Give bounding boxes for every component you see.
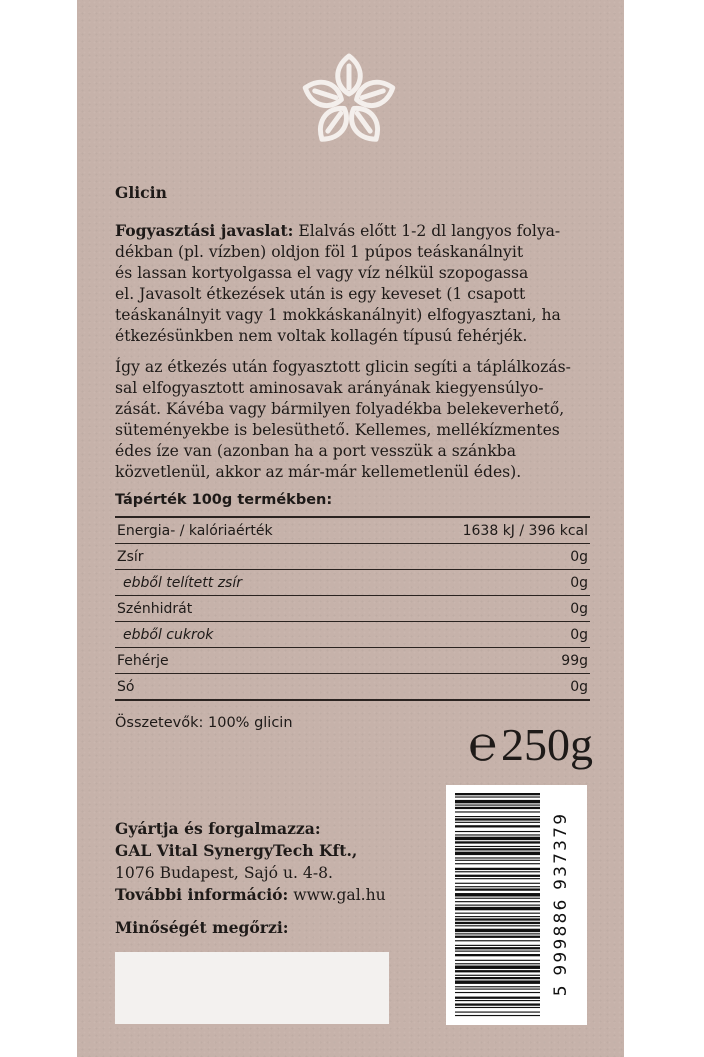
barcode-bar [455, 857, 540, 858]
barcode-bar [455, 863, 540, 864]
manufacturer-label: Gyártja és forgalmazza: [115, 819, 321, 838]
barcode-bar [455, 834, 540, 835]
nutrition-value: 0g [570, 548, 588, 565]
nutrition-label: Energia- / kalóriaérték [117, 522, 273, 539]
usage-line: étkezésünkben nem voltak kollagén típusú fehérjék. [115, 327, 528, 345]
nutrition-row-salt [115, 674, 590, 699]
barcode-bar [455, 807, 540, 809]
barcode-bar [455, 796, 540, 797]
description-line: sal elfogyasztott aminosavak arányának kiegyensúlyo- [115, 379, 544, 397]
barcode-bar [455, 933, 540, 934]
barcode-bar [455, 922, 540, 924]
description-line: Így az étkezés után fogyasztott glicin segíti a táplálkozás- [115, 358, 571, 376]
usage-paragraph [115, 220, 595, 347]
barcode-bar [455, 822, 540, 823]
barcode-bar [455, 963, 540, 964]
barcode-bar [455, 1000, 540, 1001]
barcode-bar [455, 875, 540, 877]
usage-line: dékban (pl. vízben) oldjon föl 1 púpos teáskanálnyit [115, 243, 524, 261]
barcode [446, 785, 587, 1025]
estimated-sign-icon: ℮ [468, 718, 497, 771]
barcode-bar [455, 1003, 540, 1005]
barcode-bar [455, 793, 540, 795]
manufacturer-company: GAL Vital SynergyTech Kft., [115, 841, 358, 860]
barcode-bar [455, 977, 540, 979]
description-line: édes íze van (azonban ha a port vesszük a szánkba [115, 442, 517, 460]
barcode-bars [455, 791, 540, 1017]
barcode-bar [455, 918, 540, 920]
barcode-bar [455, 947, 540, 949]
barcode-bar [455, 805, 540, 806]
nutrition-title: Tápérték 100g termékben: [115, 492, 333, 508]
nutrition-label: Fehérje [117, 652, 169, 669]
barcode-bar [455, 901, 540, 902]
barcode-bar [455, 1015, 540, 1016]
barcode-number: 5 999886 937379 [551, 811, 571, 997]
product-label [77, 0, 624, 1057]
nutrition-label: Zsír [117, 548, 144, 565]
barcode-bar [455, 986, 540, 987]
barcode-bar [455, 883, 540, 884]
nutrition-value: 99g [561, 652, 588, 669]
nutrition-label: ebből cukrok [123, 626, 214, 643]
usage-line: Fogyasztási javaslat: Elalvás előtt 1-2 dl langyos folya- [115, 221, 561, 240]
barcode-bar [455, 940, 540, 941]
barcode-bar [455, 954, 540, 956]
barcode-bar [455, 1007, 540, 1008]
barcode-bar [455, 916, 540, 917]
nutrition-row-saturated-fat [115, 570, 590, 596]
barcode-bar [455, 831, 540, 832]
info-website: www.gal.hu [288, 886, 386, 904]
barcode-bar [455, 907, 540, 910]
usage-line: és lassan kortyolgassa el vagy víz nélkül szopogassa [115, 264, 529, 282]
barcode-bar [455, 951, 540, 952]
description-line: süteményekbe is belesüthető. Kellemes, mellékízmentes [115, 421, 560, 439]
ingredients: Összetevők: 100% glicin [115, 715, 293, 731]
barcode-bar [455, 929, 540, 932]
barcode-bar [455, 818, 540, 820]
barcode-bar [455, 960, 540, 961]
nutrition-label: Só [117, 678, 135, 695]
barcode-bar [455, 886, 540, 887]
barcode-bar [455, 936, 540, 938]
nutrition-value: 1638 kJ / 396 kcal [462, 522, 588, 539]
nutrition-value: 0g [570, 600, 588, 617]
nutrition-row-energy [115, 518, 590, 544]
barcode-bar [455, 925, 540, 926]
barcode-bar [455, 852, 540, 855]
barcode-bar [455, 846, 540, 847]
flower-logo-icon [299, 52, 399, 152]
nutrition-value: 0g [570, 678, 588, 695]
barcode-bar [455, 888, 540, 890]
barcode-bar [455, 811, 540, 812]
info-label: További információ: [115, 885, 289, 904]
barcode-bar [455, 966, 540, 969]
net-weight [439, 718, 593, 772]
usage-line: el. Javasolt étkezések után is egy keveset (1 csapott [115, 285, 526, 303]
net-weight-value: 250g [501, 719, 593, 770]
barcode-bar [455, 825, 540, 827]
barcode-bar [455, 848, 540, 850]
barcode-bar [455, 1012, 540, 1013]
barcode-bar [455, 816, 540, 817]
barcode-bar [455, 970, 540, 972]
barcode-bar [455, 980, 540, 983]
nutrition-table [115, 516, 590, 701]
usage-line: teáskanálnyit vagy 1 mokkáskanálnyit) elfogyasztani, ha [115, 306, 561, 324]
product-title: Glicin [115, 183, 167, 202]
barcode-bar [455, 913, 540, 914]
barcode-bar [455, 945, 540, 946]
barcode-bar [455, 898, 540, 899]
barcode-bar [455, 841, 540, 843]
nutrition-row-carbohydrate [115, 596, 590, 622]
nutrition-value: 0g [570, 574, 588, 591]
barcode-bar [455, 868, 540, 870]
nutrition-label: ebből telített zsír [123, 574, 242, 591]
barcode-bar [455, 878, 540, 879]
usage-label: Fogyasztási javaslat: [115, 221, 294, 240]
nutrition-row-fat [115, 544, 590, 570]
barcode-bar [455, 975, 540, 976]
barcode-bar [455, 992, 540, 993]
nutrition-row-protein [115, 648, 590, 674]
manufacturer-block [115, 818, 386, 906]
nutrition-label: Szénhidrát [117, 600, 193, 617]
nutrition-row-sugars [115, 622, 590, 648]
barcode-bar [455, 871, 540, 872]
description-line: közvetlenül, akkor az már-már kellemetlenül édes). [115, 463, 522, 481]
best-before-label: Minőségét megőrzi: [115, 918, 289, 937]
nutrition-value: 0g [570, 626, 588, 643]
best-before-date-box [115, 952, 389, 1024]
manufacturer-info [115, 884, 386, 906]
barcode-bar [455, 860, 540, 861]
barcode-bar [455, 837, 540, 840]
barcode-bar [455, 997, 540, 999]
manufacturer-address: 1076 Budapest, Sajó u. 4-8. [115, 864, 334, 882]
barcode-bar [455, 893, 540, 896]
barcode-bar [455, 989, 540, 990]
barcode-bar [455, 905, 540, 906]
description-paragraph [115, 357, 595, 483]
barcode-bar [455, 800, 540, 803]
description-line: zását. Kávéba vagy bármilyen folyadékba belekeverhető, [115, 400, 565, 418]
